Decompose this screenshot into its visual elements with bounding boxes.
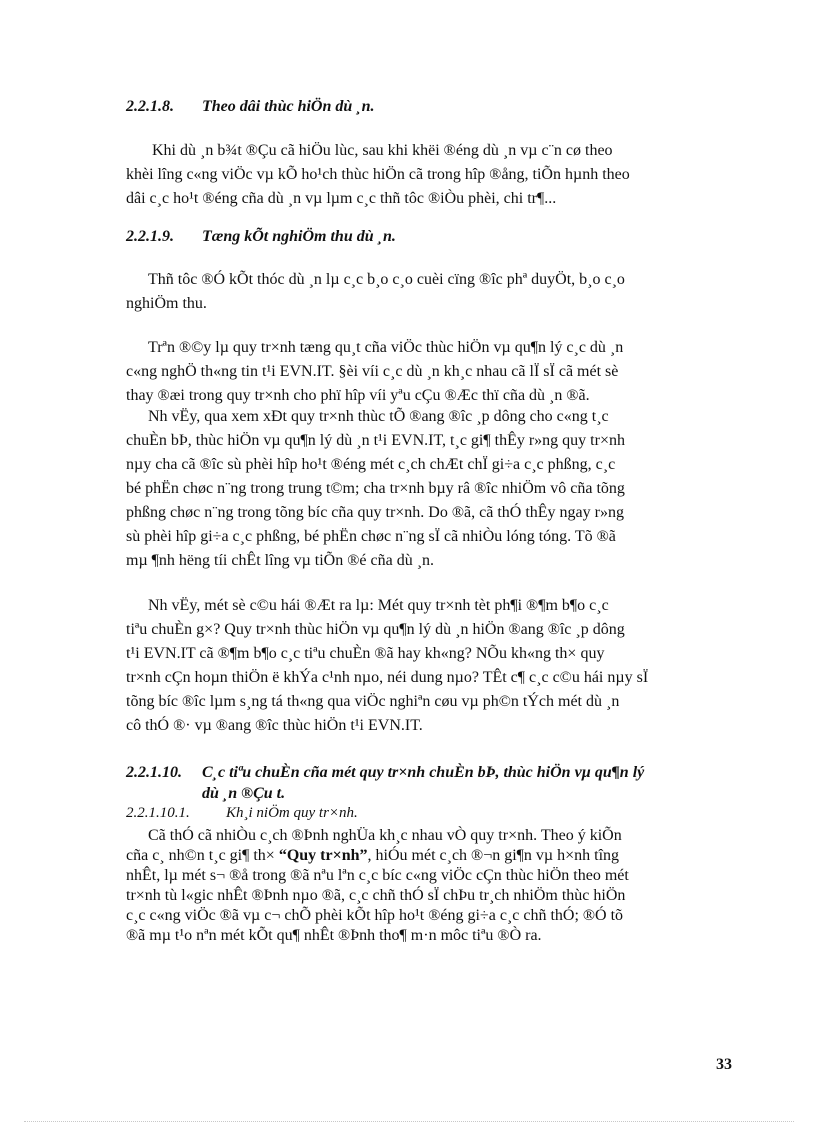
section-heading-2-2-1-10 bbox=[126, 762, 746, 804]
paragraph-closing bbox=[126, 268, 738, 316]
text-line: sù phèi hîp gi÷a c¸c phßng, bé phËn chøc n¨ng sÏ cã nhiÒu lóng tóng. Tõ ®ã bbox=[126, 528, 616, 545]
page-number: 33 bbox=[716, 1056, 732, 1073]
term-quy-trinh: “Quy tr×nh” bbox=[278, 847, 368, 864]
text-line: nµy cha cã ®îc sù phèi hîp ho¹t ®éng mét c¸ch chÆt chÏ gi÷a c¸c phßng, c¸c bbox=[126, 456, 616, 473]
paragraph-definition bbox=[126, 826, 738, 946]
text-line bbox=[126, 846, 738, 866]
section-number: 2.2.1.10. bbox=[126, 764, 182, 781]
paragraph-monitoring bbox=[126, 139, 738, 211]
text-line: bé phËn chøc n¨ng trong trung t©m; cha tr×nh bµy râ ®îc nhiÖm vô cña tõng bbox=[126, 480, 625, 497]
text-line: tiªu chuÈn g×? Quy tr×nh thùc hiÖn vµ qu¶n lý dù ¸n hiÖn ®ang ®îc ¸p dông bbox=[126, 621, 625, 638]
text-line: ®ã mµ t¹o nªn mét kÕt qu¶ nhÊt ®Þnh tho¶ m·n môc tiªu ®Ò ra. bbox=[126, 927, 542, 944]
subsection-number: 2.2.1.10.1. bbox=[126, 805, 190, 821]
section-title-line-2: dù ¸n ®Çu t. bbox=[202, 785, 286, 802]
text-line: Khi dù ¸n b¾t ®Çu cã hiÖu lùc, sau khi khëi ®éng dù ¸n vµ c¨n cø theo bbox=[152, 142, 613, 159]
text-run: , hiÓu mét c¸ch ®¬n gi¶n vµ h×nh tîng bbox=[367, 847, 620, 864]
text-line: mµ ¶nh hëng tíi chÊt lîng vµ tiÕn ®é cña dù ¸n. bbox=[126, 552, 435, 569]
text-line: Nh vËy, mét sè c©u hái ®Æt ra lµ: Mét quy tr×nh tèt ph¶i ®¶m b¶o c¸c bbox=[148, 597, 609, 614]
section-number: 2.2.1.8. bbox=[126, 98, 174, 115]
section-title: Tæng kÕt nghiÖm thu dù ¸n. bbox=[202, 228, 396, 245]
paragraph-overview bbox=[126, 336, 738, 408]
section-heading-2-2-1-8 bbox=[126, 96, 746, 117]
text-line: t¹i EVN.IT cã ®¶m b¶o c¸c tiªu chuÈn ®ã hay kh«ng? NÕu kh«ng th× quy bbox=[126, 645, 605, 662]
section-title-line-1: C¸c tiªu chuÈn cña mét quy tr×nh chuÈn bÞ, thùc hiÖn vµ qu¶n lý bbox=[202, 764, 645, 781]
text-line: thay ®æi trong quy tr×nh cho phï hîp víi yªu cÇu ®Æc thï cña dù ¸n ®ã. bbox=[126, 387, 590, 404]
subsection-heading-2-2-1-10-1 bbox=[126, 803, 358, 823]
text-line: c¸c c«ng viÖc ®ã vµ c¬ chÕ phèi kÕt hîp ho¹t ®éng gi÷a c¸c chñ thÓ; ®Ó tõ bbox=[126, 907, 624, 924]
paragraph-assessment bbox=[126, 405, 738, 573]
text-line: Cã thÓ cã nhiÒu c¸ch ®Þnh nghÜa kh¸c nhau vÒ quy tr×nh. Theo ý kiÕn bbox=[148, 827, 622, 844]
section-title: Theo dâi thùc hiÖn dù ¸n. bbox=[202, 98, 375, 115]
text-line: nhÊt, lµ mét s¬ ®å trong ®ã nªu lªn c¸c bíc c«ng viÖc cÇn thùc hiÖn theo mét bbox=[126, 867, 629, 884]
section-number: 2.2.1.9. bbox=[126, 228, 174, 245]
page-bottom-divider bbox=[24, 1121, 794, 1122]
text-line: tr×nh tù l«gic nhÊt ®Þnh nµo ®ã, c¸c chñ thÓ sÏ chÞu tr¸ch nhiÖm thùc hiÖn bbox=[126, 887, 626, 904]
text-line: Thñ tôc ®Ó kÕt thóc dù ¸n lµ c¸c b¸o c¸o cuèi cïng ®îc phª duyÖt, b¸o c¸o bbox=[148, 271, 625, 288]
text-line: phßng chøc n¨ng trong tõng bíc cña quy tr×nh. Do ®ã, cã thÓ thÊy ngay r»ng bbox=[126, 504, 624, 521]
text-line: cô thÓ ®· vµ ®ang ®îc thùc hiÖn t¹i EVN.IT. bbox=[126, 717, 423, 734]
subsection-title: Kh¸i niÖm quy tr×nh. bbox=[226, 805, 358, 821]
section-heading-2-2-1-9 bbox=[126, 226, 746, 247]
text-line: Nh vËy, qua xem xÐt quy tr×nh thùc tÕ ®ang ®îc ¸p dông cho c«ng t¸c bbox=[148, 408, 609, 425]
text-run: cña c¸ nh©n t¸c gi¶ th× bbox=[126, 847, 279, 864]
text-line: Trªn ®©y lµ quy tr×nh tæng qu¸t cña viÖc thùc hiÖn vµ qu¶n lý c¸c dù ¸n bbox=[148, 339, 624, 356]
text-line: c«ng nghÖ th«ng tin t¹i EVN.IT. §èi víi c¸c dù ¸n kh¸c nhau cã lÏ sÏ cã mét sè bbox=[126, 363, 619, 380]
text-line: chuÈn bÞ, thùc hiÖn vµ qu¶n lý dù ¸n t¹i EVN.IT, t¸c gi¶ thÊy r»ng quy tr×nh bbox=[126, 432, 625, 449]
text-line: khèi lîng c«ng viÖc vµ kÕ ho¹ch thùc hiÖn cã trong hîp ®ång, tiÕn hµnh theo bbox=[126, 166, 630, 183]
paragraph-questions bbox=[126, 594, 738, 738]
text-line: nghiÖm thu. bbox=[126, 295, 207, 312]
text-line: dâi c¸c ho¹t ®éng cña dù ¸n vµ lµm c¸c thñ tôc ®iÒu phèi, chi tr¶... bbox=[126, 190, 557, 207]
text-line: tr×nh cÇn hoµn thiÖn ë khÝa c¹nh nµo, néi dung nµo? TÊt c¶ c¸c c©u hái nµy sÏ bbox=[126, 669, 649, 686]
text-line: tõng bíc ®îc lµm s¸ng tá th«ng qua viÖc nghiªn cøu vµ ph©n tÝch mét dù ¸n bbox=[126, 693, 620, 710]
